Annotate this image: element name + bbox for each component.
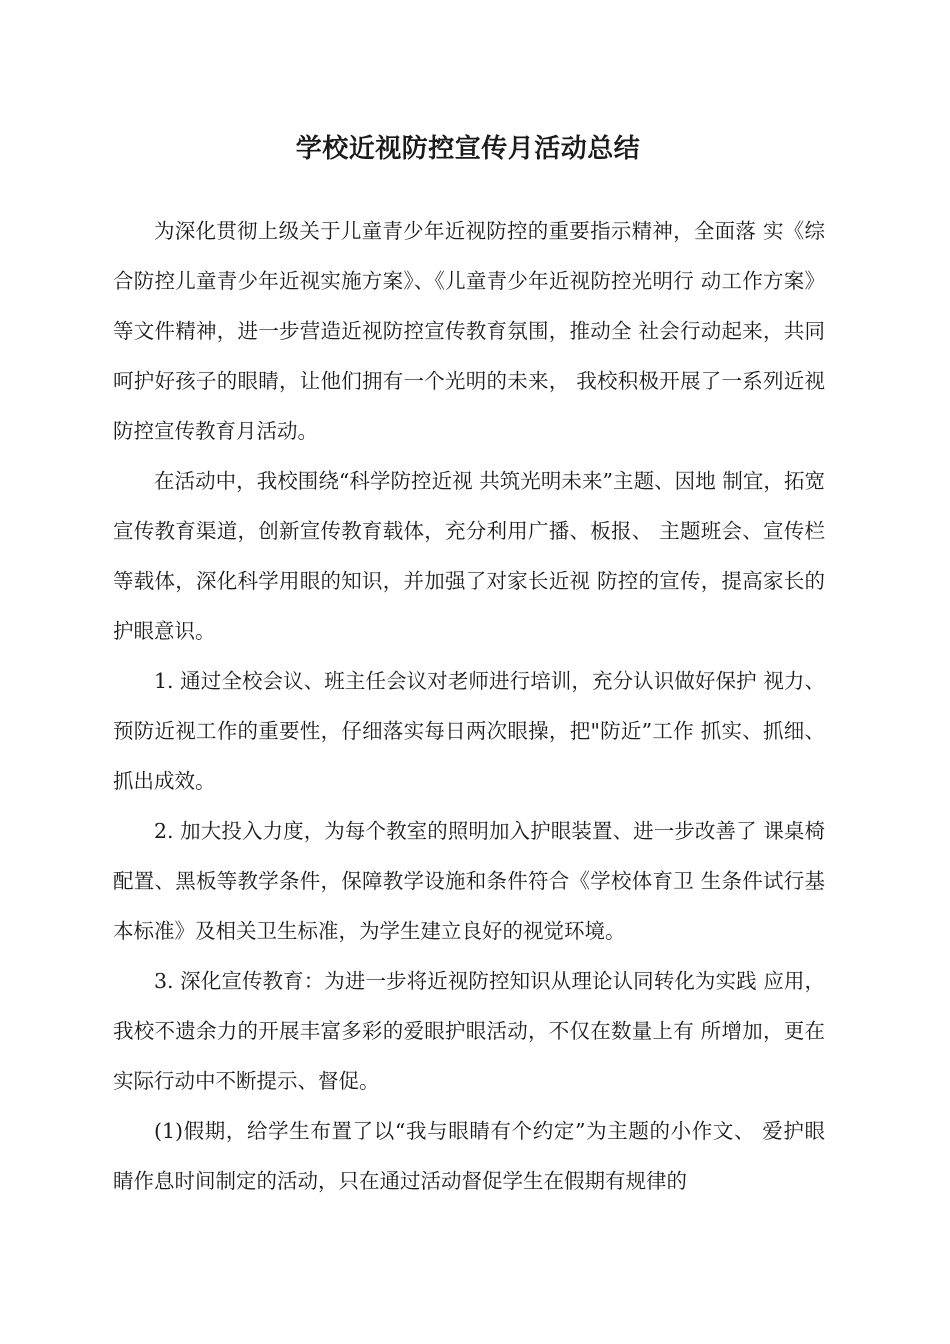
paragraph-subitem-1-holiday: (1)假期，给学生布置了以“我与眼睛有个约定”为主题的小作文、 爱护眼睛作息时间制定的活动，只在通过活动督促学生在假期有规律的 [113, 1119, 825, 1193]
paragraph-item-3-education: 3. 深化宣传教育：为进一步将近视防控知识从理论认同转化为实践 应用，我校不遗余力的开展丰富多彩的爱眼护眼活动，不仅在数量上有 所增加，更在实际行动中不断提示、督促。 [113, 969, 825, 1093]
document-body [113, 206, 825, 1206]
document-title: 学校近视防控宣传月活动总结 [295, 134, 641, 165]
paragraph-item-1-training: 1. 通过全校会议、班主任会议对老师进行培训，充分认识做好保护 视力、预防近视工作的重要性，仔细落实每日两次眼操，把"防近”工作 抓实、抓细、抓出成效。 [113, 669, 825, 793]
paragraph-intro: 为深化贯彻上级关于儿童青少年近视防控的重要指示精神，全面落 实《综合防控儿童青少年近视实施方案》、《儿童青少年近视防控光明行 动工作方案》等文件精神，进一步营造近视防控宣传教育氛围，推动全 社会行动起来，共同呵护好孩子的眼睛，让他们拥有一个光明的未来， 我校积极开展了一系列近视防控宣传教育月活动。 [113, 219, 825, 443]
paragraph-activity-theme: 在活动中，我校围绕“科学防控近视 共筑光明未来”主题、因地 制宜，拓宽宣传教育渠道，创新宣传教育载体，充分利用广播、板报、 主题班会、宣传栏等载体，深化科学用眼的知识，并加强了对家长近视 防控的宣传，提高家长的护眼意识。 [113, 469, 825, 643]
paragraph-item-2-investment: 2. 加大投入力度，为每个教室的照明加入护眼装置、进一步改善了 课桌椅配置、黑板等教学条件，保障教学设施和条件符合《学校体育卫 生条件试行基本标准》及相关卫生标准，为学生建立良好的视觉环境。 [113, 819, 825, 943]
